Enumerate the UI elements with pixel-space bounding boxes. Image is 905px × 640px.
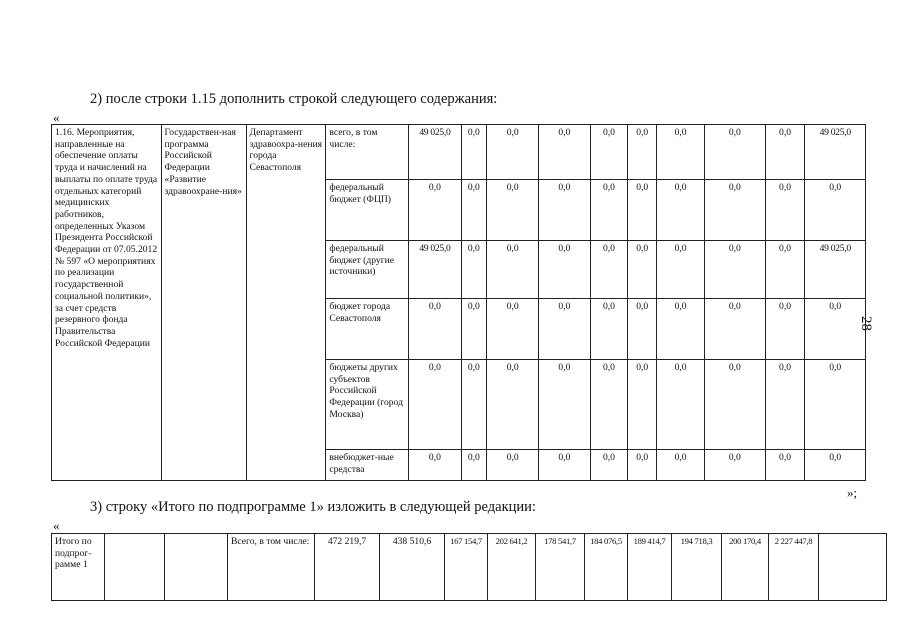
value-cell: 0,0 xyxy=(539,241,590,299)
value-cell: 49 025,0 xyxy=(409,125,461,180)
opening-quote-1: « xyxy=(53,110,60,125)
funding-source: бюджет города Севастополя xyxy=(326,299,409,360)
funding-source: всего, в том числе: xyxy=(326,125,409,180)
value-cell: 0,0 xyxy=(590,125,628,180)
value-cell: 0,0 xyxy=(461,241,487,299)
measure-table xyxy=(51,124,866,481)
table-row xyxy=(52,534,887,601)
value-cell: 0,0 xyxy=(628,299,657,360)
value-cell: 0,0 xyxy=(657,241,705,299)
value-cell: 0,0 xyxy=(539,450,590,481)
funding-source: внебюджет-ные средства xyxy=(326,450,409,481)
value-cell: 0,0 xyxy=(487,125,539,180)
value-cell: 189 414,7 xyxy=(628,534,672,601)
value-cell: 0,0 xyxy=(539,360,590,450)
funding-source: федеральный бюджет (ФЦП) xyxy=(326,180,409,241)
value-cell: 0,0 xyxy=(590,360,628,450)
empty-cell xyxy=(165,534,228,601)
value-cell: 472 219,7 xyxy=(315,534,380,601)
value-cell: 0,0 xyxy=(539,299,590,360)
value-cell: 0,0 xyxy=(705,241,765,299)
value-cell: 0,0 xyxy=(805,299,866,360)
value-cell: 0,0 xyxy=(657,299,705,360)
value-cell: 49 025,0 xyxy=(805,241,866,299)
value-cell: 0,0 xyxy=(628,180,657,241)
value-cell: 0,0 xyxy=(705,299,765,360)
value-cell: 2 227 447,8 xyxy=(769,534,819,601)
value-cell: 0,0 xyxy=(461,450,487,481)
funding-source: федеральный бюджет (другие источники) xyxy=(326,241,409,299)
value-cell: 0,0 xyxy=(539,180,590,241)
value-cell: 167 154,7 xyxy=(445,534,488,601)
value-cell: 0,0 xyxy=(765,241,805,299)
value-cell: 0,0 xyxy=(657,125,705,180)
value-cell: 184 076,5 xyxy=(585,534,628,601)
program-name: Государствен-ная программа Российской Федерации «Развитие здравоохране-ния» xyxy=(161,125,246,481)
value-cell: 0,0 xyxy=(705,360,765,450)
value-cell: 49 025,0 xyxy=(805,125,866,180)
funding-source: Всего, в том числе: xyxy=(228,534,315,601)
value-cell: 0,0 xyxy=(628,241,657,299)
value-cell: 0,0 xyxy=(461,125,487,180)
value-cell: 0,0 xyxy=(487,299,539,360)
value-cell: 0,0 xyxy=(539,125,590,180)
value-cell: 0,0 xyxy=(628,125,657,180)
value-cell: 0,0 xyxy=(805,360,866,450)
value-cell: 0,0 xyxy=(487,360,539,450)
empty-cell xyxy=(819,534,887,601)
page-number: 28 xyxy=(858,316,874,331)
value-cell: 202 641,2 xyxy=(488,534,536,601)
empty-cell xyxy=(105,534,165,601)
value-cell: 0,0 xyxy=(461,360,487,450)
value-cell: 0,0 xyxy=(590,241,628,299)
value-cell: 0,0 xyxy=(765,125,805,180)
value-cell: 0,0 xyxy=(705,180,765,241)
opening-quote-2: « xyxy=(53,518,60,533)
value-cell: 0,0 xyxy=(657,180,705,241)
section-heading-2: 2) после строки 1.15 дополнить строкой следующего содержания: xyxy=(90,91,498,107)
funding-source: бюджеты других субъектов Российской Федерации (город Москва) xyxy=(326,360,409,450)
value-cell: 194 718,3 xyxy=(672,534,722,601)
value-cell: 0,0 xyxy=(765,180,805,241)
total-label: Итого по подпрог-рамме 1 xyxy=(52,534,105,601)
value-cell: 0,0 xyxy=(805,180,866,241)
value-cell: 178 541,7 xyxy=(536,534,585,601)
value-cell: 0,0 xyxy=(409,450,461,481)
executor-name: Департамент здравоохра-нения города Севастополя xyxy=(246,125,326,481)
subprogram-total-table xyxy=(51,533,887,601)
value-cell: 0,0 xyxy=(590,450,628,481)
value-cell: 0,0 xyxy=(657,450,705,481)
value-cell: 0,0 xyxy=(657,360,705,450)
measure-description: 1.16. Мероприятия, направленные на обеспечение оплаты труда и начислений на выплаты по оплате труда отдельных категорий медицинских работников, определенных Указом Президента Российской Федерации от 07.05.2012 № 597 «О мероприятиях по реализации государственной социальной политики», за счет средств резервного фонда Правительства Российской Федерации xyxy=(52,125,162,481)
value-cell: 0,0 xyxy=(461,180,487,241)
section-heading-3: 3) строку «Итого по подпрограмме 1» изложить в следующей редакции: xyxy=(90,499,536,515)
value-cell: 0,0 xyxy=(409,360,461,450)
value-cell: 0,0 xyxy=(487,180,539,241)
value-cell: 0,0 xyxy=(628,450,657,481)
value-cell: 0,0 xyxy=(487,241,539,299)
value-cell: 0,0 xyxy=(765,360,805,450)
value-cell: 0,0 xyxy=(590,299,628,360)
value-cell: 438 510,6 xyxy=(380,534,445,601)
closing-quote: »; xyxy=(847,485,858,500)
value-cell: 49 025,0 xyxy=(409,241,461,299)
table-row xyxy=(52,125,866,180)
value-cell: 0,0 xyxy=(409,299,461,360)
value-cell: 0,0 xyxy=(409,180,461,241)
value-cell: 0,0 xyxy=(705,125,765,180)
value-cell: 0,0 xyxy=(765,299,805,360)
value-cell: 0,0 xyxy=(628,360,657,450)
value-cell: 0,0 xyxy=(805,450,866,481)
value-cell: 200 170,4 xyxy=(722,534,769,601)
value-cell: 0,0 xyxy=(487,450,539,481)
value-cell: 0,0 xyxy=(765,450,805,481)
value-cell: 0,0 xyxy=(705,450,765,481)
value-cell: 0,0 xyxy=(461,299,487,360)
value-cell: 0,0 xyxy=(590,180,628,241)
